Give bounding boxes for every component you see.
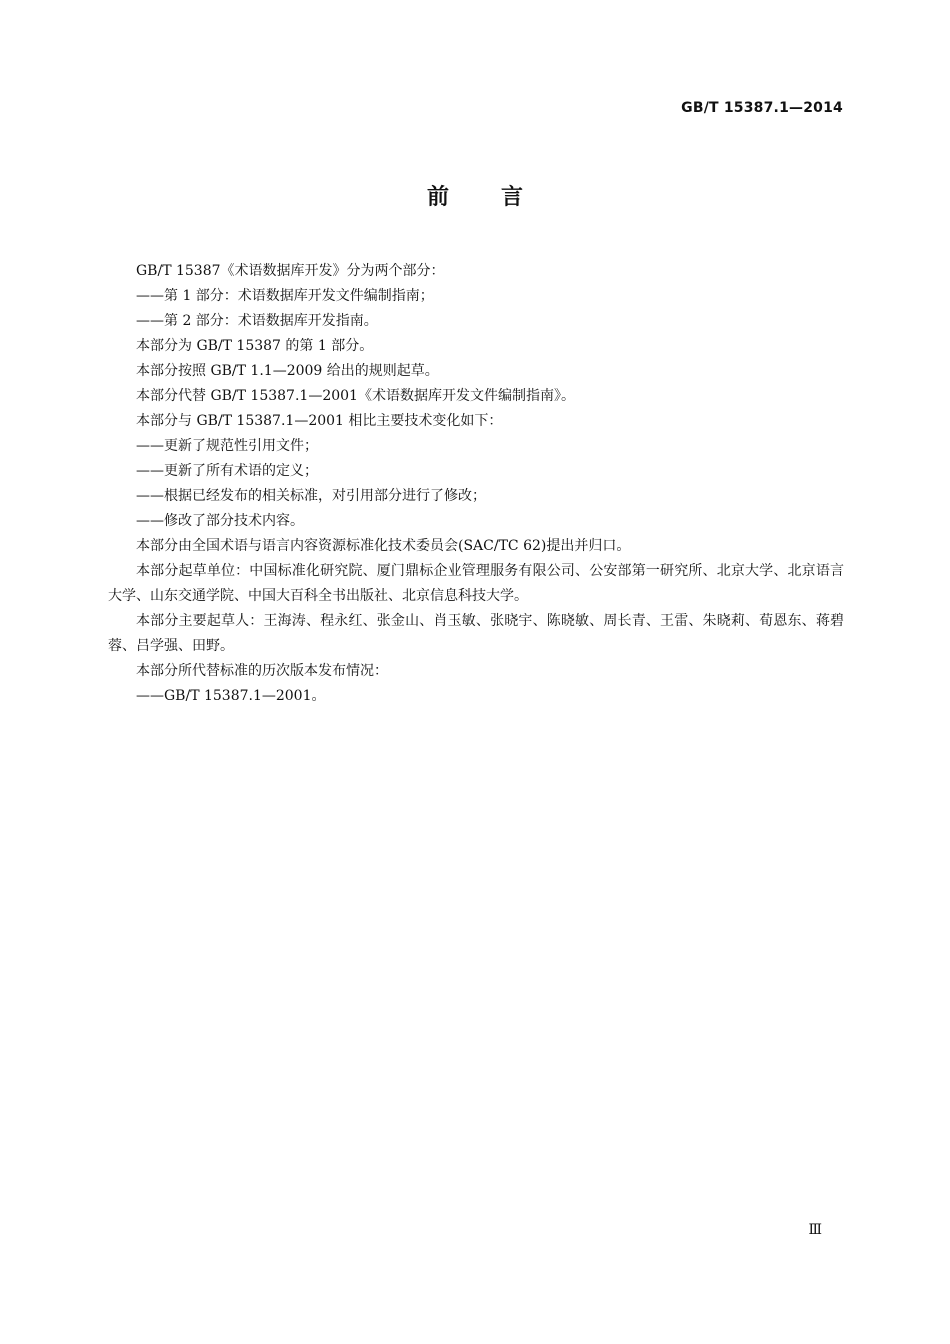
paragraph: 本部分起草单位：中国标准化研究院、厦门鼎标企业管理服务有限公司、公安部第一研究所、北京大学、北京语言大学、山东交通学院、中国大百科全书出版社、北京信息科技大学。 [108, 563, 844, 604]
paragraph: GB/T 15387《术语数据库开发》分为两个部分： [136, 263, 445, 279]
standard-code: GB/T 15387.1—2014 [681, 100, 843, 116]
preface-body [108, 259, 844, 709]
paragraph: ——修改了部分技术内容。 [136, 513, 304, 529]
paragraph: 本部分为 GB/T 15387 的第 1 部分。 [136, 338, 374, 354]
paragraph: ——更新了规范性引用文件； [136, 438, 318, 454]
paragraph: ——更新了所有术语的定义； [136, 463, 318, 479]
page-number: Ⅲ [808, 1222, 822, 1238]
paragraph: 本部分按照 GB/T 1.1—2009 给出的规则起草。 [136, 363, 439, 379]
paragraph: ——根据已经发布的相关标准，对引用部分进行了修改； [136, 488, 486, 504]
paragraph: ——GB/T 15387.1—2001。 [136, 688, 326, 704]
paragraph: 本部分与 GB/T 15387.1—2001 相比主要技术变化如下： [136, 413, 503, 429]
paragraph: 本部分代替 GB/T 15387.1—2001《术语数据库开发文件编制指南》。 [136, 388, 575, 404]
paragraph: 本部分所代替标准的历次版本发布情况： [136, 663, 388, 679]
paragraph: 本部分主要起草人：王海涛、程永红、张金山、肖玉敏、张晓宇、陈晓敏、周长青、王雷、朱晓莉、荀恩东、蒋碧蓉、吕学强、田野。 [108, 613, 844, 654]
paragraph: 本部分由全国术语与语言内容资源标准化技术委员会(SAC/TC 62)提出并归口。 [136, 538, 631, 554]
paragraph: ——第 1 部分：术语数据库开发文件编制指南； [136, 288, 434, 304]
paragraph: ——第 2 部分：术语数据库开发指南。 [136, 313, 378, 329]
page-title: 前言 [426, 185, 575, 210]
